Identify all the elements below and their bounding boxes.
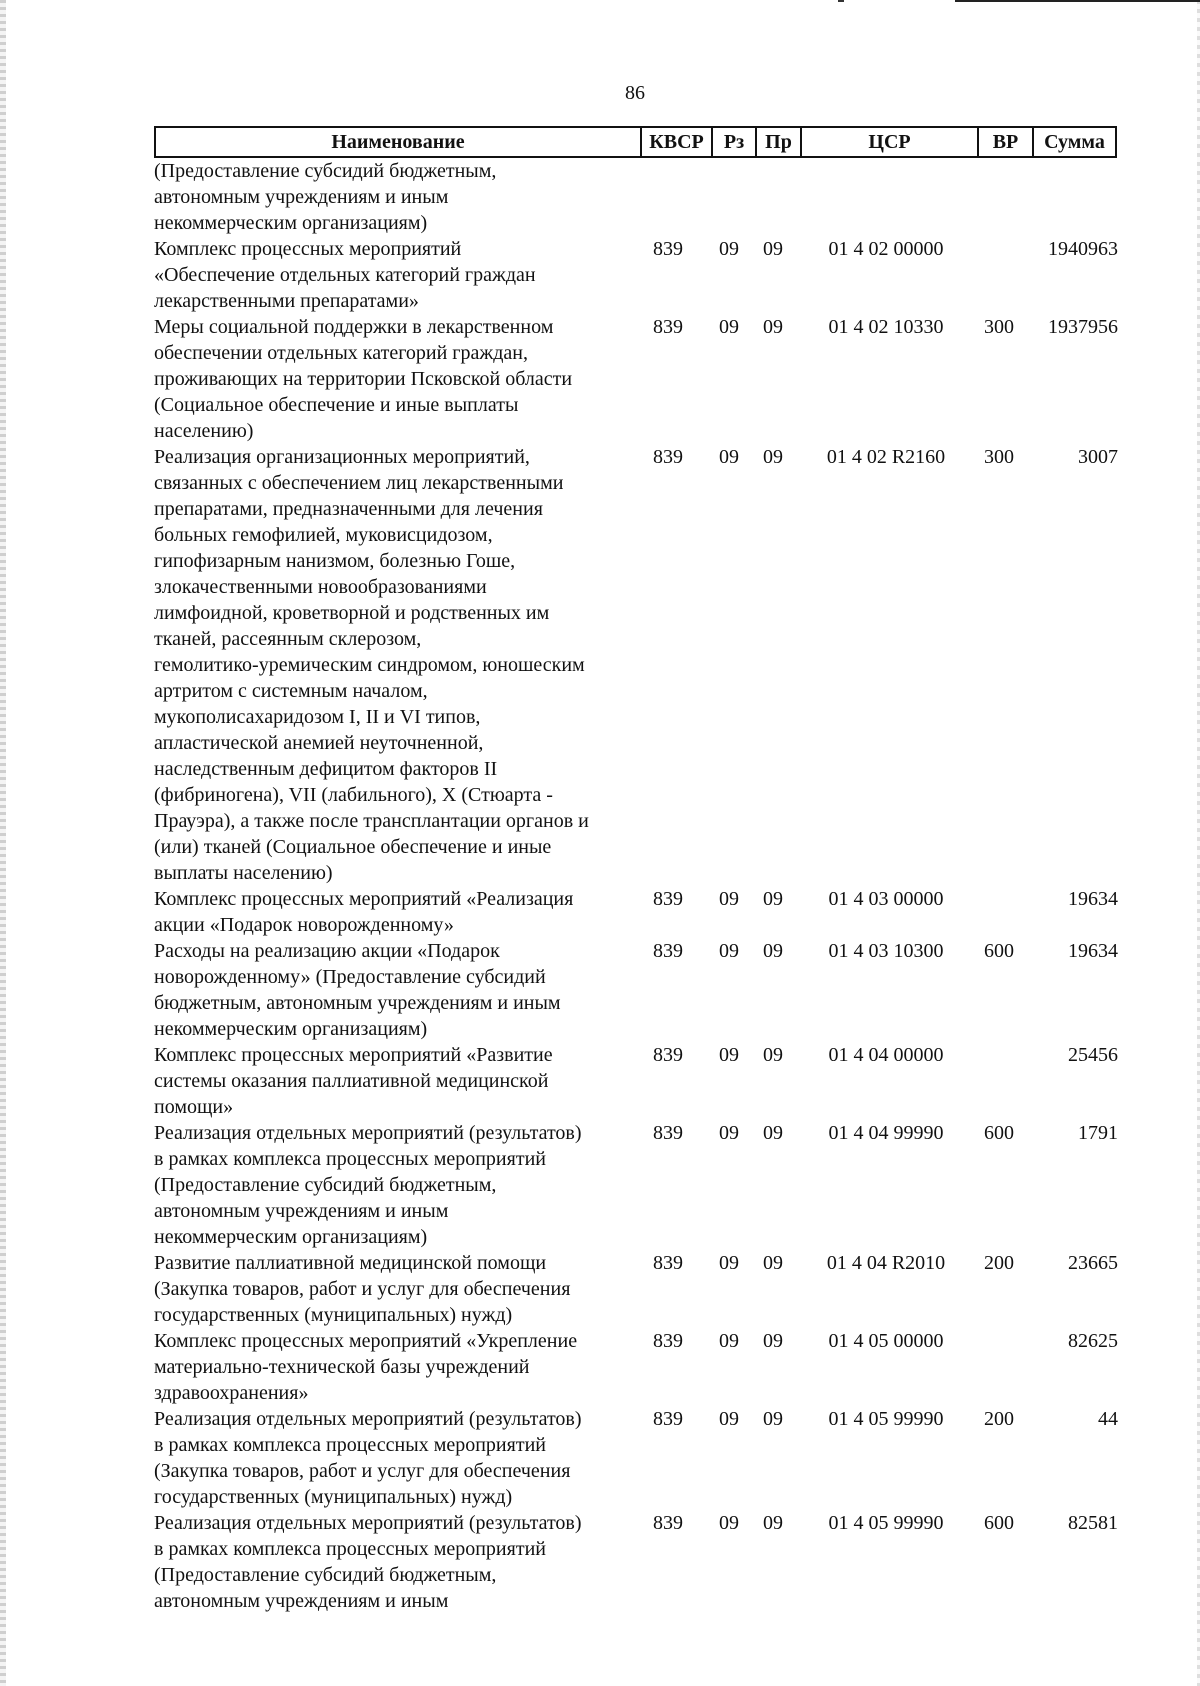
row-sum: 82581 xyxy=(1068,1512,1118,1534)
row-sum: 1940963 xyxy=(1048,238,1118,260)
row-pr: 09 xyxy=(763,316,783,338)
row-rz: 09 xyxy=(719,446,739,468)
row-name: Меры социальной поддержки в лекарственном обеспечении отдельных категорий граждан, проживающих на территории Псковской области (Социальное обеспечение и иные выплаты населению) xyxy=(154,316,573,442)
row-name: Комплекс процессных мероприятий «Развитие системы оказания паллиативной медицинской помощи» xyxy=(154,1044,553,1118)
table-row xyxy=(154,1120,1117,1250)
table-row xyxy=(154,1328,1117,1406)
page-number: 86 xyxy=(625,82,645,104)
row-rz: 09 xyxy=(719,940,739,962)
header-vr: ВР xyxy=(977,128,1032,156)
table-row xyxy=(154,444,1117,886)
row-rz: 09 xyxy=(719,1408,739,1430)
table-row xyxy=(154,1042,1117,1120)
row-csr: 01 4 05 00000 xyxy=(828,1330,944,1352)
row-csr: 01 4 02 R2160 xyxy=(826,446,946,468)
row-csr: 01 4 04 00000 xyxy=(828,1044,944,1066)
header-csr: ЦСР xyxy=(800,128,977,156)
row-csr: 01 4 04 R2010 xyxy=(826,1252,946,1274)
row-vr: 600 xyxy=(984,940,1014,962)
row-pr: 09 xyxy=(763,888,783,910)
row-vr: 300 xyxy=(984,316,1014,338)
table-row xyxy=(154,1510,1117,1614)
row-rz: 09 xyxy=(719,316,739,338)
row-pr: 09 xyxy=(763,1330,783,1352)
row-kvsr: 839 xyxy=(653,1408,683,1430)
header-rz: Рз xyxy=(711,128,755,156)
row-sum: 1937956 xyxy=(1048,316,1118,338)
row-vr: 200 xyxy=(984,1252,1014,1274)
row-name: Реализация отдельных мероприятий (результатов) в рамках комплекса процессных мероприятий (Предоставление субсидий бюджетным, автономным учреждениям и иным xyxy=(154,1512,582,1612)
row-rz: 09 xyxy=(719,1044,739,1066)
row-name: Расходы на реализацию акции «Подарок новорожденному» (Предоставление субсидий бюджетным, автономным учреждениям и иным некоммерческим организациям) xyxy=(154,940,561,1040)
row-pr: 09 xyxy=(763,238,783,260)
row-kvsr: 839 xyxy=(653,1122,683,1144)
row-csr: 01 4 05 99990 xyxy=(828,1512,944,1534)
row-kvsr: 839 xyxy=(653,1512,683,1534)
row-pr: 09 xyxy=(763,1252,783,1274)
row-sum: 3007 xyxy=(1078,446,1118,468)
row-csr: 01 4 05 99990 xyxy=(828,1408,944,1430)
row-name: Развитие паллиативной медицинской помощи (Закупка товаров, работ и услуг для обеспечения государственных (муниципальных) нужд) xyxy=(154,1252,571,1326)
table-row xyxy=(154,1406,1117,1510)
row-name: Реализация организационных мероприятий, связанных с обеспечением лиц лекарственными препаратами, предназначенными для лечения больных гемофилией, муковисцидозом, гипофизарным нанизмом, болезнью Гоше, злокачественными новообразованиями лимфоидной, кроветворной и родственных им тканей, рассеянным склерозом, гемолитико-уремическим синдромом, юношеским артритом с системным началом, мукополисахаридозом I, II и VI типов, апластической анемией неуточненной, наследственным дефицитом факторов II (фибриногена), VII (лабильного), X (Стюарта - Прауэра), а также после трансплантации органов и (или) тканей (Социальное обеспечение и иные выплаты населению) xyxy=(154,446,589,884)
row-pr: 09 xyxy=(763,446,783,468)
row-kvsr: 839 xyxy=(653,888,683,910)
row-rz: 09 xyxy=(719,238,739,260)
row-sum: 1791 xyxy=(1078,1122,1118,1144)
row-csr: 01 4 03 10300 xyxy=(828,940,944,962)
row-vr: 600 xyxy=(984,1122,1014,1144)
row-kvsr: 839 xyxy=(653,1044,683,1066)
row-sum: 19634 xyxy=(1068,940,1118,962)
table-row xyxy=(154,236,1117,314)
row-sum: 19634 xyxy=(1068,888,1118,910)
header-pr: Пр xyxy=(755,128,800,156)
row-name: Комплекс процессных мероприятий «Укрепление материально-технической базы учреждений здравоохранения» xyxy=(154,1330,578,1404)
row-name: (Предоставление субсидий бюджетным, автономным учреждениям и иным некоммерческим организациям) xyxy=(154,160,497,234)
row-kvsr: 839 xyxy=(653,238,683,260)
row-sum: 23665 xyxy=(1068,1252,1118,1274)
row-kvsr: 839 xyxy=(653,446,683,468)
row-name: Комплекс процессных мероприятий «Обеспечение отдельных категорий граждан лекарственными препаратами» xyxy=(154,238,536,312)
row-rz: 09 xyxy=(719,1330,739,1352)
row-pr: 09 xyxy=(763,1044,783,1066)
row-csr: 01 4 03 00000 xyxy=(828,888,944,910)
row-pr: 09 xyxy=(763,940,783,962)
row-name: Комплекс процессных мероприятий «Реализация акции «Подарок новорожденному» xyxy=(154,888,574,936)
row-name: Реализация отдельных мероприятий (результатов) в рамках комплекса процессных мероприятий (Предоставление субсидий бюджетным, автономным учреждениям и иным некоммерческим организациям) xyxy=(154,1122,582,1248)
header-kvsr: КВСР xyxy=(640,128,711,156)
table-row xyxy=(154,314,1117,444)
table-header xyxy=(154,126,1117,158)
scan-edge-left xyxy=(0,0,6,1686)
row-sum: 82625 xyxy=(1068,1330,1118,1352)
row-kvsr: 839 xyxy=(653,1330,683,1352)
row-kvsr: 839 xyxy=(653,940,683,962)
table-row xyxy=(154,158,1117,236)
header-name: Наименование xyxy=(331,131,465,153)
scan-top-line xyxy=(955,0,1200,2)
row-name: Реализация отдельных мероприятий (результатов) в рамках комплекса процессных мероприятий (Закупка товаров, работ и услуг для обеспечения государственных (муниципальных) нужд) xyxy=(154,1408,582,1508)
row-pr: 09 xyxy=(763,1512,783,1534)
row-sum: 44 xyxy=(1098,1408,1118,1430)
row-pr: 09 xyxy=(763,1408,783,1430)
row-rz: 09 xyxy=(719,1122,739,1144)
row-rz: 09 xyxy=(719,1512,739,1534)
row-rz: 09 xyxy=(719,888,739,910)
row-vr: 200 xyxy=(984,1408,1014,1430)
row-kvsr: 839 xyxy=(653,316,683,338)
scan-top-mark xyxy=(838,0,844,2)
row-kvsr: 839 xyxy=(653,1252,683,1274)
row-csr: 01 4 02 10330 xyxy=(828,316,944,338)
table-row xyxy=(154,886,1117,938)
table-row xyxy=(154,1250,1117,1328)
table-row xyxy=(154,938,1117,1042)
row-csr: 01 4 02 00000 xyxy=(828,238,944,260)
row-vr: 600 xyxy=(984,1512,1014,1534)
row-sum: 25456 xyxy=(1068,1044,1118,1066)
row-rz: 09 xyxy=(719,1252,739,1274)
table-body xyxy=(154,158,1117,1614)
header-sum: Сумма xyxy=(1032,128,1115,156)
row-csr: 01 4 04 99990 xyxy=(828,1122,944,1144)
row-pr: 09 xyxy=(763,1122,783,1144)
row-vr: 300 xyxy=(984,446,1014,468)
